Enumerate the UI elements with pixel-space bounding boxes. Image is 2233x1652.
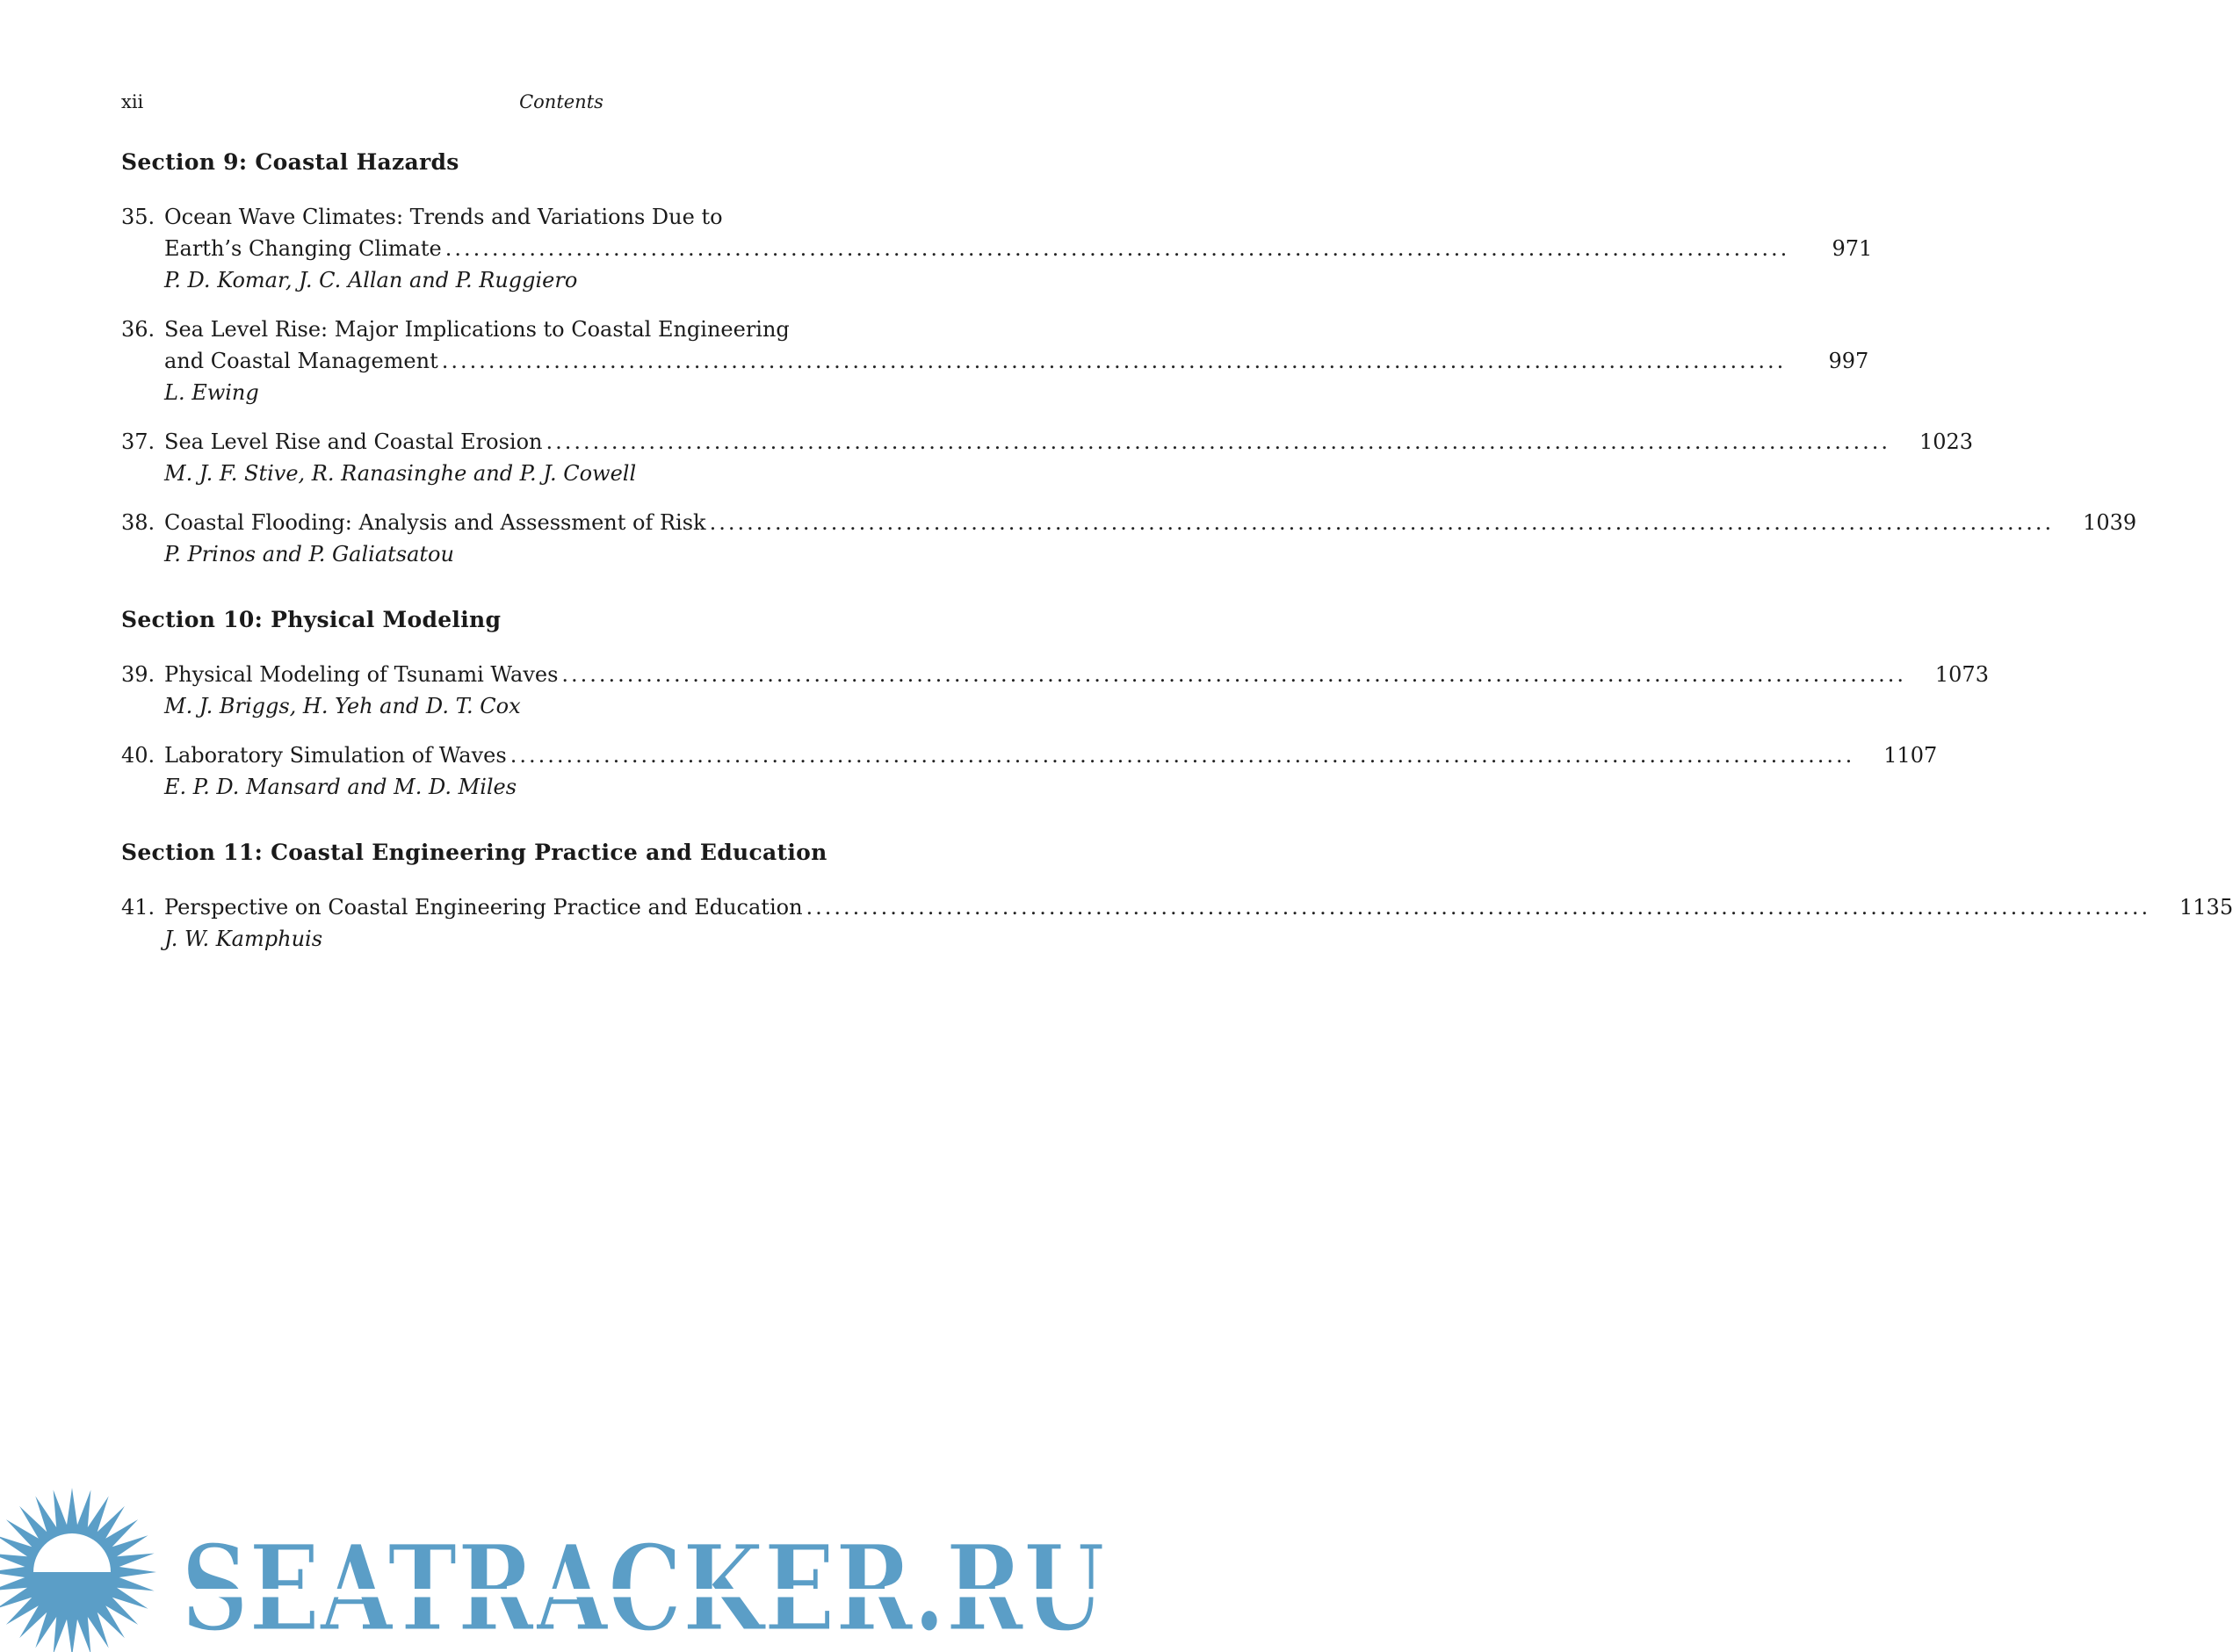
entry-authors: P. D. Komar, J. C. Allan and P. Ruggiero <box>164 268 578 292</box>
entry-number: 41. <box>121 895 155 920</box>
entry-page-number[interactable]: 1023 <box>1919 429 1974 454</box>
entry-number: 37. <box>121 429 155 454</box>
entry-page-number[interactable]: 1073 <box>1934 662 1989 687</box>
watermark <box>0 1484 1125 1651</box>
table-of-contents <box>121 149 2233 992</box>
entry-number: 39. <box>121 662 155 687</box>
toc-entry[interactable] <box>121 739 1938 803</box>
dot-leader <box>445 233 1790 264</box>
toc-section <box>121 149 2137 570</box>
entry-authors: E. P. D. Mansard and M. D. Miles <box>164 775 517 799</box>
sun-icon <box>0 1488 156 1652</box>
entry-page-number[interactable]: 1107 <box>1883 743 1938 768</box>
entry-number: 35. <box>121 205 155 229</box>
entry-authors: L. Ewing <box>164 380 259 405</box>
toc-entry[interactable] <box>121 507 2137 570</box>
toc-entry[interactable] <box>121 314 1869 408</box>
entry-number: 36. <box>121 317 155 342</box>
entry-title: Laboratory Simulation of Waves <box>164 743 507 768</box>
toc-entry[interactable] <box>121 891 2233 955</box>
entry-authors: J. W. Kamphuis <box>164 927 323 951</box>
section-title: Section 10: Physical Modeling <box>121 607 502 632</box>
toc-section <box>121 840 2233 955</box>
dot-leader <box>561 659 1906 690</box>
entry-title: Earth’s Changing Climate <box>164 236 442 261</box>
entry-title: Coastal Flooding: Analysis and Assessment of Risk <box>164 510 706 535</box>
entry-title: Perspective on Coastal Engineering Practice and Education <box>164 895 803 920</box>
entry-title: and Coastal Management <box>164 349 438 373</box>
toc-entry[interactable] <box>121 201 1873 296</box>
dot-leader <box>710 507 2055 538</box>
entry-authors: M. J. F. Stive, R. Ranasinghe and P. J. Cowell <box>164 461 637 486</box>
entry-page-number[interactable]: 997 <box>1828 349 1869 373</box>
page-header <box>121 91 1001 118</box>
entry-page-number[interactable]: 1135 <box>2179 895 2233 920</box>
entry-page-number[interactable]: 1039 <box>2083 510 2137 535</box>
section-title: Section 11: Coastal Engineering Practice and Education <box>121 840 827 865</box>
entry-title: Sea Level Rise and Coastal Erosion <box>164 429 543 454</box>
entry-number: 38. <box>121 510 155 535</box>
running-title: Contents <box>519 91 603 112</box>
entry-title-line: Ocean Wave Climates: Trends and Variations Due to <box>164 205 723 229</box>
entry-authors: M. J. Briggs, H. Yeh and D. T. Cox <box>164 694 521 718</box>
toc-section <box>121 607 1989 803</box>
entry-number: 40. <box>121 743 155 768</box>
entry-title-line: Sea Level Rise: Major Implications to Coastal Engineering <box>164 317 790 342</box>
dot-leader <box>546 426 1890 458</box>
page-number: xii <box>121 91 144 112</box>
dot-leader <box>806 891 2151 923</box>
toc-entry[interactable] <box>121 659 1989 722</box>
watermark-text: SEATRACKER.RU <box>181 1519 1105 1652</box>
toc-entry[interactable] <box>121 426 1974 489</box>
watermark-graphic <box>0 1484 1125 1651</box>
section-title: Section 9: Coastal Hazards <box>121 149 459 175</box>
dot-leader <box>510 739 1855 771</box>
dot-leader <box>442 345 1787 377</box>
entry-page-number[interactable]: 971 <box>1832 236 1873 261</box>
entry-title: Physical Modeling of Tsunami Waves <box>164 662 559 687</box>
entry-authors: P. Prinos and P. Galiatsatou <box>164 542 454 566</box>
